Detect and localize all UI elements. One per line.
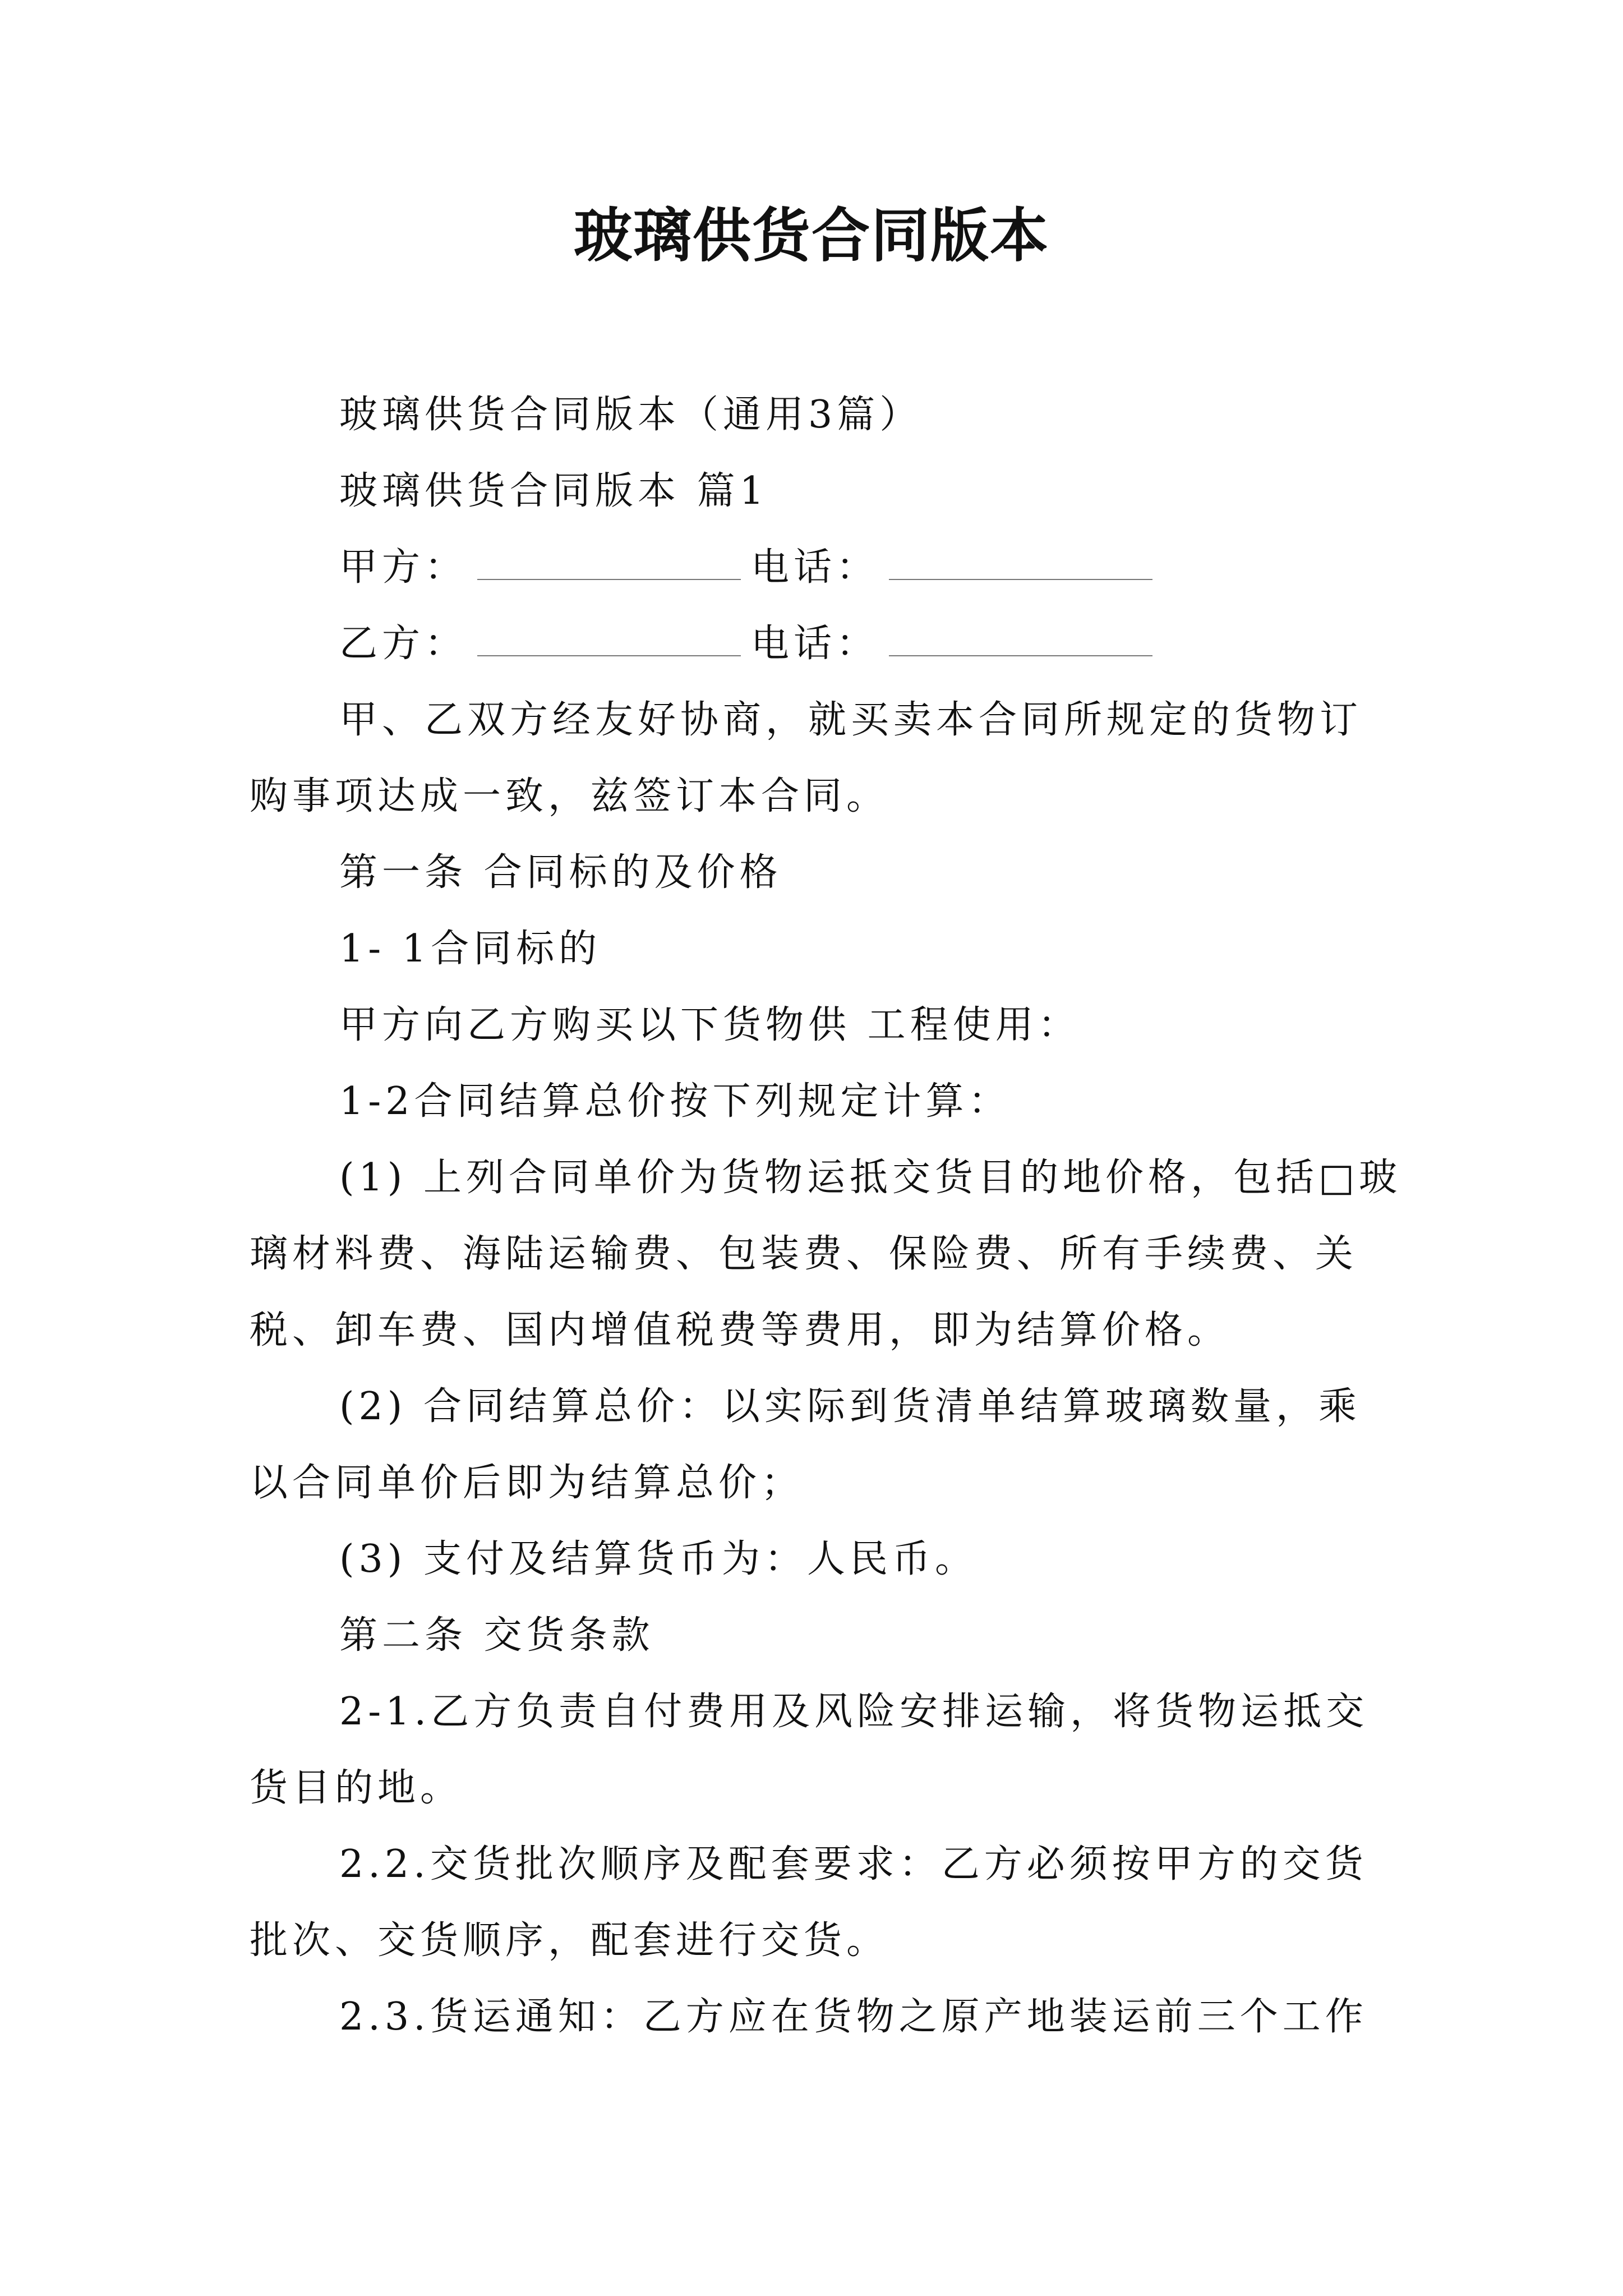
page-title: 玻璃供货合同版本 [573, 201, 1049, 270]
party-a-phone-label: 电话： [751, 545, 879, 590]
paragraph: 甲、乙双方经友好协商，就买卖本合同所规定的货物订购事项达成一致，兹签订本合同。 [250, 698, 1363, 818]
list-item: (3) 支付及结算货币为：人民币。 [339, 1537, 978, 1581]
document-body [250, 377, 1402, 2055]
paragraph: 2-1.乙方负责自付费用及风险安排运输，将货物运抵交货目的地。 [250, 1690, 1369, 1810]
document-subtitle: 玻璃供货合同版本（通用3篇） [339, 393, 923, 437]
party-a-label: 甲方： [339, 545, 468, 590]
party-a-phone-blank [889, 545, 1152, 580]
party-b-name-blank [477, 622, 741, 656]
paragraph: 1-2合同结算总价按下列规定计算： [339, 1079, 1011, 1124]
party-a-line [250, 530, 1402, 606]
party-b-phone-blank [889, 622, 1152, 656]
article-heading: 第二条 交货条款 [339, 1613, 654, 1658]
party-b-label: 乙方： [339, 622, 468, 666]
paragraph: 2.2.交货批次顺序及配套要求：乙方必须按甲方的交货批次、交货顺序，配套进行交货。 [250, 1842, 1368, 1963]
article-heading: 第一条 合同标的及价格 [339, 850, 782, 895]
party-b-phone-label: 电话： [751, 622, 879, 666]
clause-heading: 1- 1合同标的 [339, 927, 602, 971]
section-heading: 玻璃供货合同版本 篇1 [339, 469, 768, 513]
paragraph: 甲方向乙方购买以下货物供 工程使用： [339, 1003, 1081, 1047]
list-item: (1) 上列合同单价为货物运抵交货目的地价格，包括□玻璃材料费、海陆运输费、包装费、保险费、所有手续费、关税、卸车费、国内增值税费等费用，即为结算价格。 [250, 1156, 1402, 1352]
party-a-name-blank [477, 545, 741, 580]
paragraph: 2.3.货运通知：乙方应在货物之原产地装运前三个工作 [339, 1995, 1368, 2039]
list-item: (2) 合同结算总价：以实际到货清单结算玻璃数量，乘以合同单价后即为结算总价； [250, 1384, 1361, 1505]
party-b-line [250, 606, 1402, 682]
